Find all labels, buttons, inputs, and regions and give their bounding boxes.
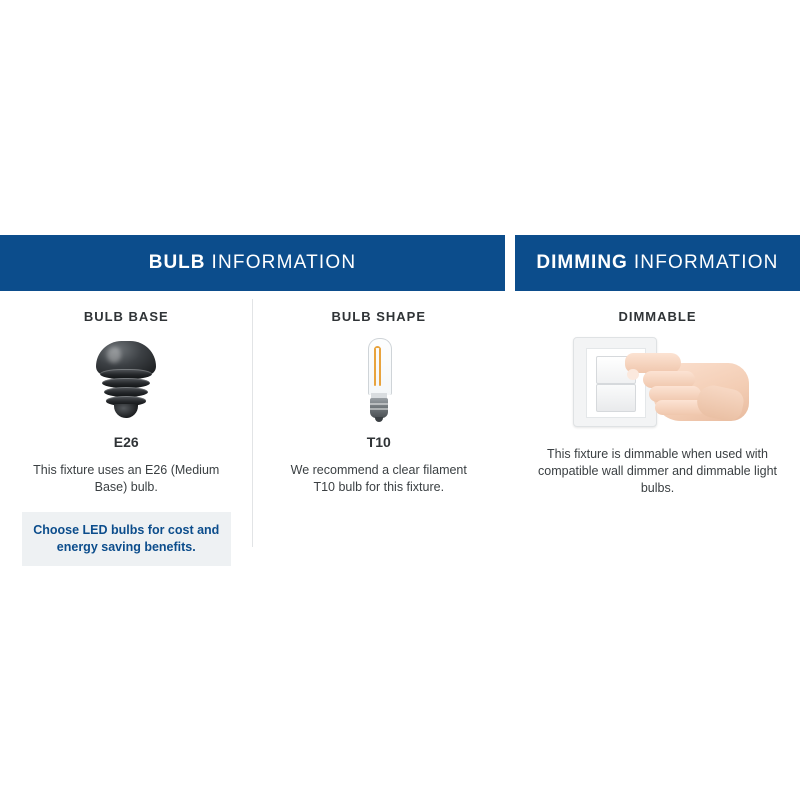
bulb-base-contact-tip bbox=[114, 404, 138, 418]
dimming-information-header bbox=[515, 235, 800, 291]
bulb-information-header-strong: BULB bbox=[148, 252, 206, 273]
t10-filament-left bbox=[374, 348, 376, 386]
t10-contact-tip bbox=[375, 417, 383, 422]
dimmable-description: This fixture is dimmable when used with compatible wall dimmer and dimmable light bulbs. bbox=[538, 447, 777, 495]
bulb-information-body bbox=[0, 291, 505, 565]
bulb-base-description: This fixture uses an E26 (Medium Base) bulb. bbox=[33, 463, 220, 494]
dimmable-title: DIMMABLE bbox=[618, 309, 697, 324]
bulb-information-panel bbox=[0, 235, 505, 565]
bulb-shape-description: We recommend a clear filament T10 bulb for this fixture. bbox=[290, 463, 467, 494]
hand-index-finger bbox=[625, 353, 681, 373]
bulb-base-value: E26 bbox=[113, 434, 139, 450]
hand-on-wall-dimmer-icon bbox=[563, 335, 753, 427]
t10-filament-bulb-icon bbox=[357, 338, 401, 424]
bulb-base-column bbox=[0, 291, 253, 565]
dimming-information-header-strong: DIMMING bbox=[536, 252, 628, 273]
bulb-shape-value: T10 bbox=[366, 434, 391, 450]
bulb-and-dimming-infographic bbox=[0, 235, 800, 565]
dimmable-column bbox=[515, 291, 800, 565]
hand-illustration bbox=[625, 341, 751, 427]
dimming-information-body bbox=[515, 291, 800, 565]
hand-fingernail bbox=[627, 369, 639, 380]
bulb-shape-title: BULB SHAPE bbox=[331, 309, 426, 324]
bulb-shape-column bbox=[253, 291, 506, 565]
bulb-information-header-light: INFORMATION bbox=[211, 252, 357, 273]
bulb-information-header bbox=[0, 235, 505, 291]
bulb-base-artwork bbox=[0, 338, 253, 424]
led-bulb-tip: Choose LED bulbs for cost and energy saving benefits. bbox=[22, 512, 231, 566]
bulb-base-title: BULB BASE bbox=[83, 309, 169, 324]
t10-filament-right bbox=[379, 348, 381, 386]
t10-screw-base bbox=[370, 398, 388, 418]
dimming-information-panel bbox=[515, 235, 800, 565]
bulb-base-e26-icon bbox=[87, 341, 165, 421]
bulb-shape-artwork bbox=[253, 338, 506, 424]
dimming-information-header-light: INFORMATION bbox=[633, 252, 779, 273]
dimmable-artwork bbox=[515, 338, 800, 424]
